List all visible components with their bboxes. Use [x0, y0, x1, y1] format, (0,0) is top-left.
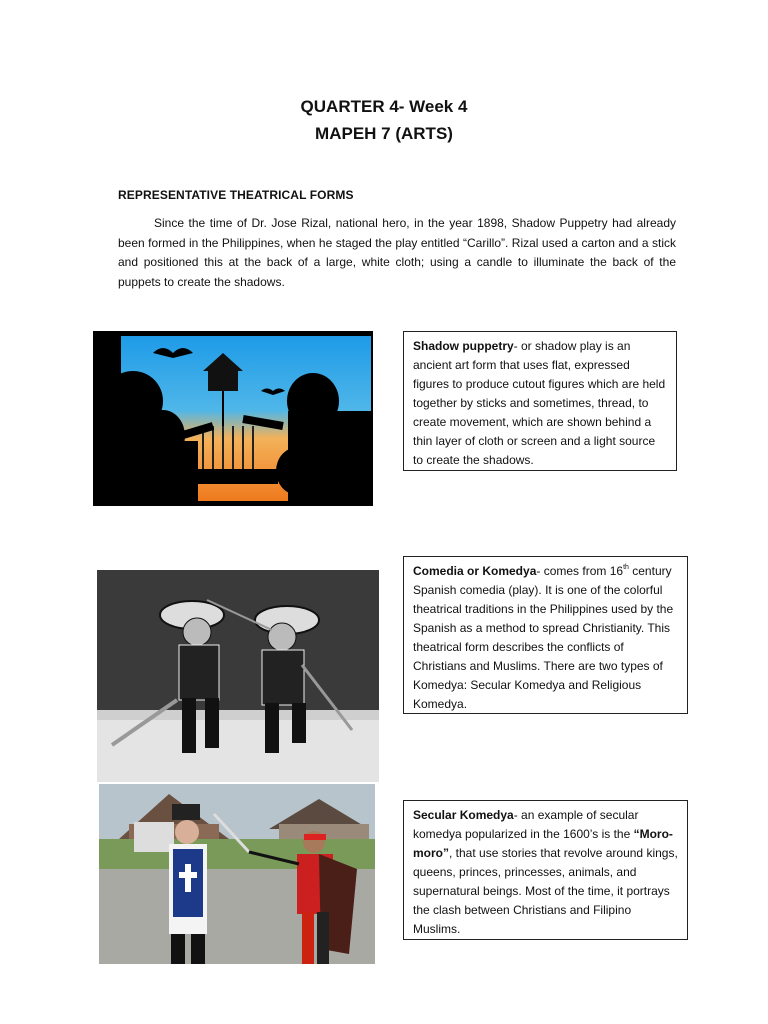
- comedia-superscript: th: [623, 564, 629, 571]
- shadow-puppetry-box: [403, 331, 677, 471]
- comedia-term: Comedia or Komedya: [413, 564, 537, 578]
- comedia-text-part2: century Spanish comedia (play). It is one of the colorful theatrical traditions in the Philippines used by the Spanish as a method to spread Christianity. This theatrical form describes the conflicts of Christians and Muslims. There are two types of Komedya: Secular Komedya and Religious Komedya.: [413, 564, 674, 711]
- comedia-text-part1: - comes from 16: [536, 564, 624, 578]
- secular-komedya-text-part2: , that use stories that revolve around kings, queens, princes, princesses, animals, and supernatural beings. Most of the time, it portrays the clash between Christians and Filipino Muslims.: [413, 846, 678, 936]
- page-title-line-1: QUARTER 4- Week 4: [300, 97, 468, 116]
- intro-paragraph-block: [118, 214, 676, 292]
- section-heading: REPRESENTATIVE THEATRICAL FORMS: [118, 188, 354, 202]
- secular-komedya-text-part1: - an example of secular komedya popularized in the 1600’s is the: [413, 808, 639, 841]
- shadow-puppetry-term: Shadow puppetry: [413, 339, 514, 353]
- moro-moro-costume-photo: [99, 784, 375, 964]
- shadow-puppet-photo: [93, 331, 373, 506]
- comedia-duel-illustration: [97, 570, 379, 782]
- comedia-box: [403, 556, 688, 714]
- shadow-puppetry-text: - or shadow play is an ancient art form that uses flat, expressed figures to produce cutout figures which are held together by sticks and sometimes, thread, to create movement, which are shown behind a thin layer of cloth or screen and a light source to create the shadows.: [413, 339, 666, 467]
- secular-komedya-box: [403, 800, 688, 940]
- secular-komedya-term: Secular Komedya: [413, 808, 514, 822]
- moro-moro-phrase: “Moro-moro”: [413, 827, 673, 860]
- intro-paragraph: Since the time of Dr. Jose Rizal, national hero, in the year 1898, Shadow Puppetry had already been formed in the Philippines, when he staged the play entitled “Carillo”. Rizal used a carton and a stick and positioned this at the back of a large, white cloth; using a candle to illuminate the back of the puppets to create the shadows.: [118, 216, 676, 289]
- page-title-line-2: MAPEH 7 (ARTS): [315, 124, 453, 143]
